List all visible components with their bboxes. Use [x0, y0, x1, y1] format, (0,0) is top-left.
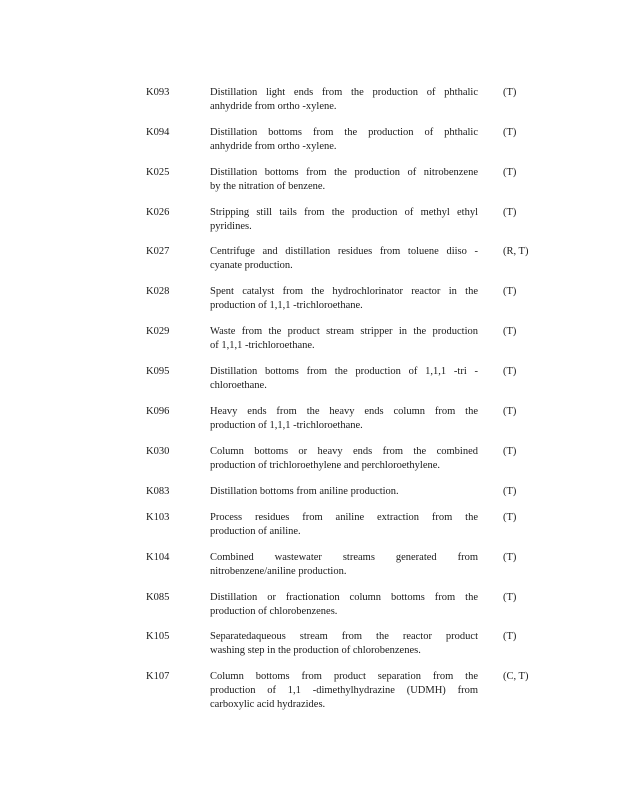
description-line: chloroethane. [210, 380, 267, 391]
waste-code: K025 [146, 167, 170, 178]
waste-code: K103 [146, 512, 170, 523]
hazard-code: (T) [503, 631, 517, 642]
waste-description [210, 405, 478, 433]
waste-description [210, 245, 478, 273]
description-line: Waste from the product stream stripper in the production [210, 326, 478, 337]
description-line: washing step in the production of chlorobenzenes. [210, 645, 421, 656]
waste-description [210, 325, 478, 353]
waste-code: K095 [146, 366, 170, 377]
waste-code: K094 [146, 127, 170, 138]
waste-code: K096 [146, 406, 170, 417]
hazard-code: (T) [503, 446, 517, 457]
waste-description [210, 126, 478, 154]
waste-description [210, 166, 478, 194]
description-line: Separatedaqueous stream from the reactor product [210, 631, 478, 642]
waste-code: K107 [146, 671, 170, 682]
description-line: Combined wastewater streams generated from [210, 552, 478, 563]
hazard-code: (T) [503, 127, 517, 138]
hazard-code: (T) [503, 366, 517, 377]
hazard-code: (T) [503, 286, 517, 297]
waste-code: K028 [146, 286, 170, 297]
hazard-code: (T) [503, 592, 517, 603]
waste-description [210, 591, 478, 619]
waste-description [210, 551, 478, 579]
waste-description [210, 285, 478, 313]
description-line: Distillation light ends from the production of phthalic [210, 87, 478, 98]
description-line: anhydride from ortho -xylene. [210, 141, 337, 152]
waste-code: K030 [146, 446, 170, 457]
hazard-code: (T) [503, 167, 517, 178]
description-line: anhydride from ortho -xylene. [210, 101, 337, 112]
waste-code: K104 [146, 552, 170, 563]
description-line: production of 1,1,1 -trichloroethane. [210, 300, 363, 311]
description-line: production of aniline. [210, 526, 301, 537]
waste-code: K085 [146, 592, 170, 603]
description-line: pyridines. [210, 221, 252, 232]
description-line: production of trichloroethylene and perchloroethylene. [210, 460, 441, 471]
waste-description [210, 206, 478, 234]
waste-description [210, 670, 478, 712]
waste-code: K105 [146, 631, 170, 642]
description-line: Process residues from aniline extraction from the [210, 512, 478, 523]
waste-code: K027 [146, 246, 170, 257]
description-line: Heavy ends from the heavy ends column from the [210, 406, 478, 417]
waste-code: K083 [146, 486, 170, 497]
description-line: Column bottoms from product separation from the [210, 671, 478, 682]
description-line: Stripping still tails from the production of methyl ethyl [210, 207, 478, 218]
waste-code: K093 [146, 87, 170, 98]
description-line: carboxylic acid hydrazides. [210, 699, 326, 710]
description-line: Distillation bottoms from the production of phthalic [210, 127, 478, 138]
hazard-code: (T) [503, 552, 517, 563]
waste-description [210, 445, 478, 473]
waste-description [210, 86, 478, 114]
description-line: Distillation bottoms from the production of 1,1,1 -tri - [210, 366, 478, 377]
hazard-code: (T) [503, 326, 517, 337]
hazard-code: (C, T) [503, 671, 529, 682]
description-line: production of 1,1 -dimethylhydrazine (UDMH) from [210, 685, 478, 696]
description-line: Centrifuge and distillation residues from toluene diiso - [210, 246, 478, 257]
description-line: by the nitration of benzene. [210, 181, 326, 192]
description-line: production of 1,1,1 -trichloroethane. [210, 420, 363, 431]
waste-code: K029 [146, 326, 170, 337]
description-line: Distillation bottoms from the production of nitrobenzene [210, 167, 478, 178]
description-line: production of chlorobenzenes. [210, 606, 338, 617]
description-line: Spent catalyst from the hydrochlorinator reactor in the [210, 286, 478, 297]
description-line: of 1,1,1 -trichloroethane. [210, 340, 315, 351]
hazard-code: (T) [503, 207, 517, 218]
hazard-code: (T) [503, 406, 517, 417]
description-line: cyanate production. [210, 260, 293, 271]
hazard-code: (T) [503, 87, 517, 98]
waste-description [210, 365, 478, 393]
waste-description [210, 485, 478, 499]
hazard-code: (R, T) [503, 246, 529, 257]
waste-description [210, 511, 478, 539]
description-line: nitrobenzene/aniline production. [210, 566, 347, 577]
hazard-code: (T) [503, 486, 517, 497]
waste-description [210, 630, 478, 658]
description-line: Distillation bottoms from aniline production. [210, 486, 399, 497]
description-line: Distillation or fractionation column bottoms from the [210, 592, 478, 603]
description-line: Column bottoms or heavy ends from the combined [210, 446, 478, 457]
waste-code: K026 [146, 207, 170, 218]
hazard-code: (T) [503, 512, 517, 523]
